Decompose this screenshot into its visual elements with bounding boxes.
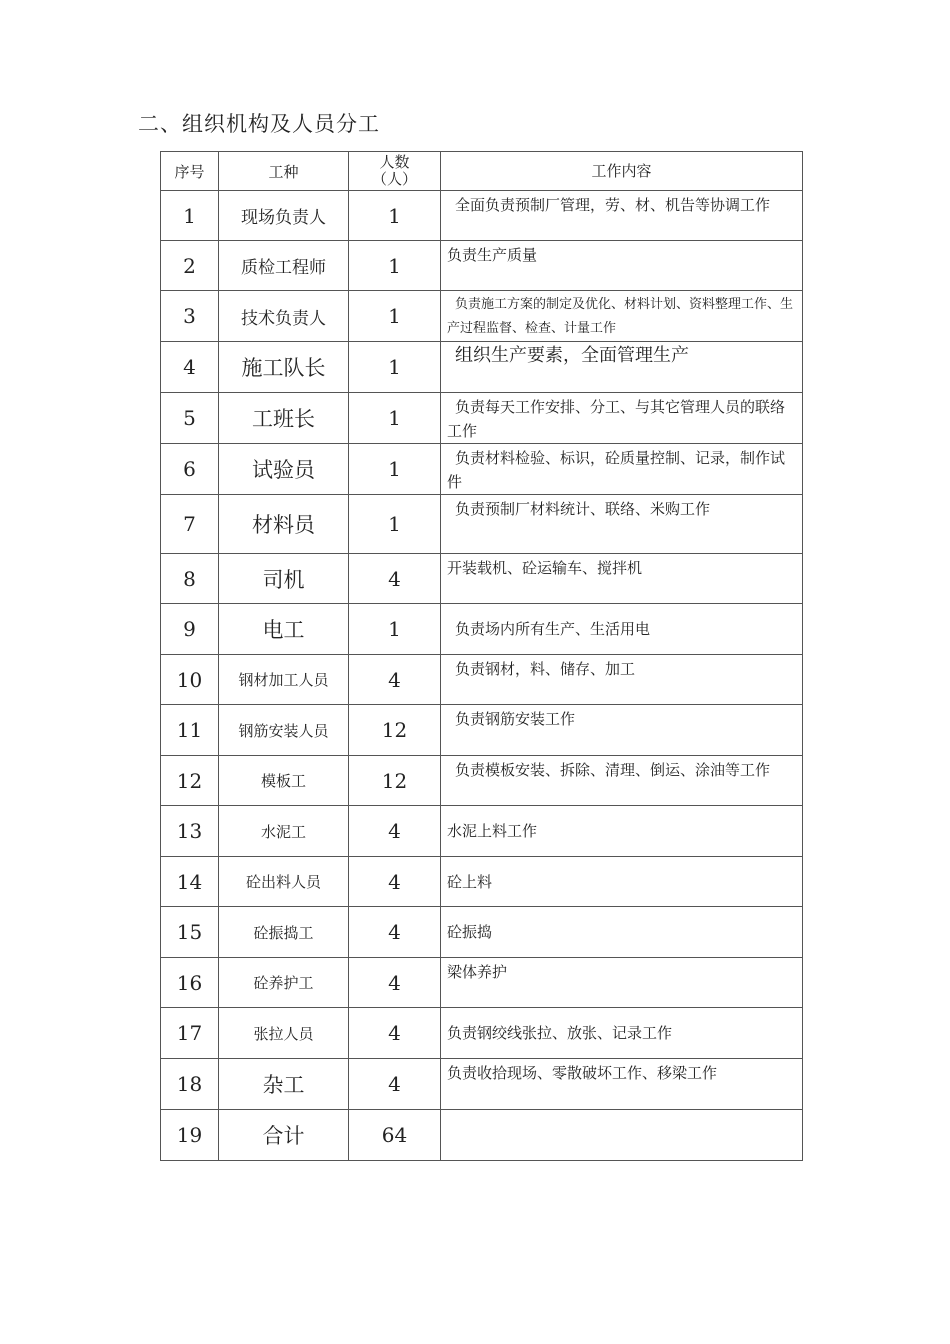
row-duty: 负责施工方案的制定及优化、材料计划、资料整理工作、生产过程监督、检查、计量工作 bbox=[441, 291, 803, 342]
row-count: 1 bbox=[349, 241, 441, 291]
row-duty: 负责钢材，料、储存、加工 bbox=[441, 655, 803, 705]
table-row bbox=[161, 604, 803, 655]
row-seq: 4 bbox=[161, 342, 219, 393]
table-row bbox=[161, 1008, 803, 1059]
row-seq: 5 bbox=[161, 393, 219, 444]
row-duty: 全面负责预制厂管理，劳、材、机告等协调工作 bbox=[441, 191, 803, 241]
row-type: 模板工 bbox=[219, 756, 349, 806]
table-row bbox=[161, 806, 803, 857]
row-type: 杂工 bbox=[219, 1059, 349, 1110]
row-duty: 砼上料 bbox=[441, 857, 803, 907]
row-count: 4 bbox=[349, 1008, 441, 1059]
row-count: 4 bbox=[349, 806, 441, 857]
row-seq: 17 bbox=[161, 1008, 219, 1059]
row-count: 1 bbox=[349, 604, 441, 655]
row-seq: 11 bbox=[161, 705, 219, 756]
header-seq: 序号 bbox=[161, 152, 219, 191]
table-row bbox=[161, 1110, 803, 1161]
row-type: 砼出料人员 bbox=[219, 857, 349, 907]
row-count: 4 bbox=[349, 958, 441, 1008]
table-row bbox=[161, 857, 803, 907]
page-heading: 二、组织机构及人员分工 bbox=[138, 112, 380, 136]
row-duty: 砼振捣 bbox=[441, 907, 803, 958]
row-count: 1 bbox=[349, 495, 441, 554]
table-row bbox=[161, 495, 803, 554]
row-count: 1 bbox=[349, 444, 441, 495]
row-count: 4 bbox=[349, 1059, 441, 1110]
row-seq: 15 bbox=[161, 907, 219, 958]
header-type: 工种 bbox=[219, 152, 349, 191]
header-count-line2: （人） bbox=[371, 170, 417, 188]
table-row bbox=[161, 958, 803, 1008]
table-row bbox=[161, 191, 803, 241]
row-seq: 16 bbox=[161, 958, 219, 1008]
row-type: 材料员 bbox=[219, 495, 349, 554]
row-count: 12 bbox=[349, 756, 441, 806]
row-count: 4 bbox=[349, 554, 441, 604]
row-type: 电工 bbox=[219, 604, 349, 655]
row-count: 4 bbox=[349, 907, 441, 958]
table-row bbox=[161, 1059, 803, 1110]
row-count: 1 bbox=[349, 291, 441, 342]
table-row bbox=[161, 393, 803, 444]
row-type: 施工队长 bbox=[219, 342, 349, 393]
row-type: 质检工程师 bbox=[219, 241, 349, 291]
row-duty: 组织生产要素，全面管理生产 bbox=[441, 342, 803, 393]
row-type: 钢筋安装人员 bbox=[219, 705, 349, 756]
row-seq: 8 bbox=[161, 554, 219, 604]
header-duty: 工作内容 bbox=[441, 152, 803, 191]
row-count: 12 bbox=[349, 705, 441, 756]
table-row bbox=[161, 907, 803, 958]
table-row bbox=[161, 554, 803, 604]
row-count: 1 bbox=[349, 393, 441, 444]
row-count: 1 bbox=[349, 191, 441, 241]
row-duty: 负责预制厂材料统计、联络、米购工作 bbox=[441, 495, 803, 554]
row-seq: 2 bbox=[161, 241, 219, 291]
row-type: 钢材加工人员 bbox=[219, 655, 349, 705]
row-type: 技术负责人 bbox=[219, 291, 349, 342]
row-type: 水泥工 bbox=[219, 806, 349, 857]
row-count: 4 bbox=[349, 655, 441, 705]
table-row bbox=[161, 342, 803, 393]
row-duty: 负责材料检验、标识，砼质量控制、记录，制作试件 bbox=[441, 444, 803, 495]
row-type: 张拉人员 bbox=[219, 1008, 349, 1059]
row-duty: 水泥上料工作 bbox=[441, 806, 803, 857]
row-type: 砼振捣工 bbox=[219, 907, 349, 958]
row-duty: 负责生产质量 bbox=[441, 241, 803, 291]
row-seq: 9 bbox=[161, 604, 219, 655]
table-header-row bbox=[161, 152, 803, 191]
row-duty: 负责模板安装、拆除、清理、倒运、涂油等工作 bbox=[441, 756, 803, 806]
row-duty: 负责钢筋安装工作 bbox=[441, 705, 803, 756]
row-duty bbox=[441, 1110, 803, 1161]
row-duty: 负责每天工作安排、分工、与其它管理人员的联络工作 bbox=[441, 393, 803, 444]
row-duty: 负责收拾现场、零散破坏工作、移梁工作 bbox=[441, 1059, 803, 1110]
row-seq: 1 bbox=[161, 191, 219, 241]
table-row bbox=[161, 756, 803, 806]
row-seq: 3 bbox=[161, 291, 219, 342]
row-count: 4 bbox=[349, 857, 441, 907]
row-seq: 14 bbox=[161, 857, 219, 907]
row-duty: 梁体养护 bbox=[441, 958, 803, 1008]
row-duty: 负责钢绞线张拉、放张、记录工作 bbox=[441, 1008, 803, 1059]
table-row bbox=[161, 705, 803, 756]
row-type: 试验员 bbox=[219, 444, 349, 495]
row-duty: 开装载机、砼运输车、搅拌机 bbox=[441, 554, 803, 604]
table-row bbox=[161, 655, 803, 705]
row-count: 1 bbox=[349, 342, 441, 393]
row-seq: 13 bbox=[161, 806, 219, 857]
row-duty: 负责场内所有生产、生活用电 bbox=[441, 604, 803, 655]
row-type: 合计 bbox=[219, 1110, 349, 1161]
row-count: 64 bbox=[349, 1110, 441, 1161]
header-count-line1: 人数 bbox=[379, 153, 410, 171]
table-row bbox=[161, 291, 803, 342]
table-row bbox=[161, 444, 803, 495]
row-type: 司机 bbox=[219, 554, 349, 604]
row-seq: 10 bbox=[161, 655, 219, 705]
row-type: 砼养护工 bbox=[219, 958, 349, 1008]
row-seq: 18 bbox=[161, 1059, 219, 1110]
row-type: 现场负责人 bbox=[219, 191, 349, 241]
header-count bbox=[349, 152, 441, 191]
staff-table bbox=[160, 151, 803, 1161]
row-seq: 7 bbox=[161, 495, 219, 554]
row-seq: 12 bbox=[161, 756, 219, 806]
table-row bbox=[161, 241, 803, 291]
row-type: 工班长 bbox=[219, 393, 349, 444]
row-seq: 6 bbox=[161, 444, 219, 495]
row-seq: 19 bbox=[161, 1110, 219, 1161]
